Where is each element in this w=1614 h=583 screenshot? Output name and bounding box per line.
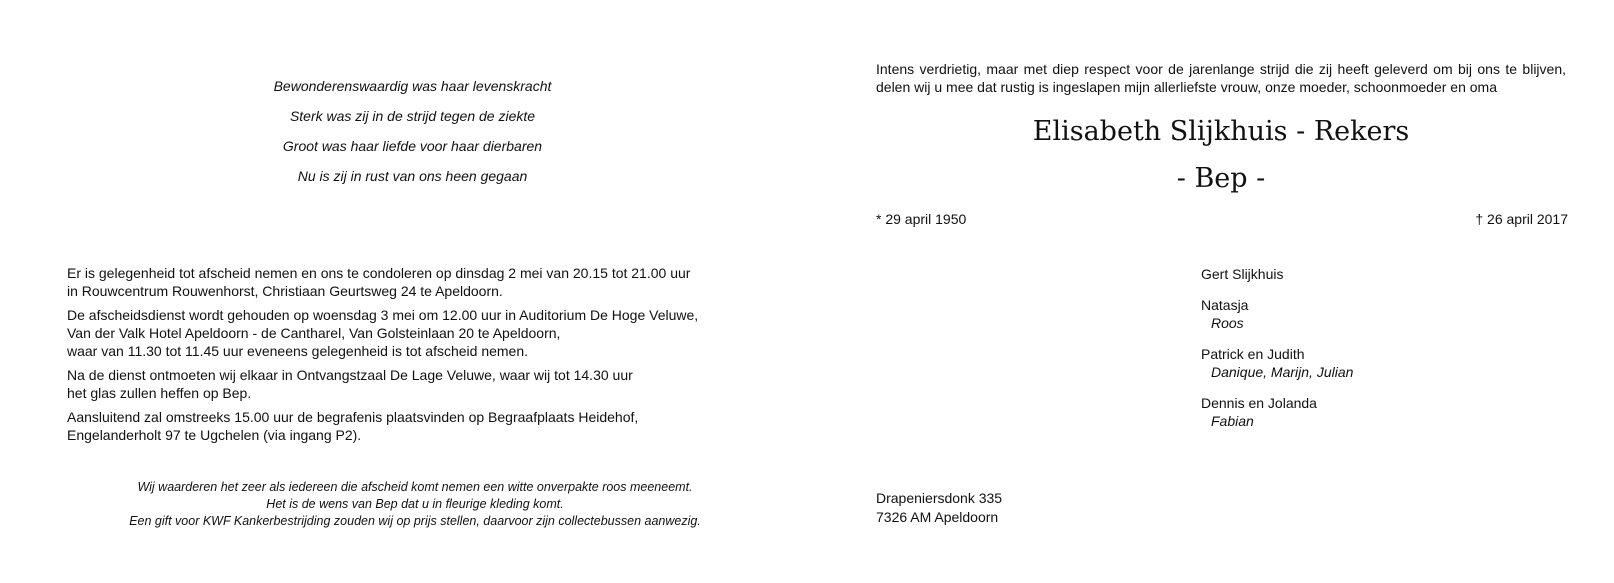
poem-line: Nu is zij in rust van ons heen gegaan	[297, 168, 528, 184]
address	[876, 489, 1002, 527]
wish-line: Wij waarderen het zeer als iedereen die afscheid komt nemen een witte onverpakte roos meeneemt.	[137, 480, 693, 494]
wish-line: Een gift voor KWF Kankerbestrijding zouden wij op prijs stellen, daarvoor zijn collectebussen aanwezig.	[129, 514, 701, 528]
family-member: Patrick en Judith Danique, Marijn, Julian	[1201, 346, 1354, 380]
address-street: Drapeniersdonk 335	[876, 490, 1003, 506]
family-list	[1201, 265, 1353, 443]
family-member: Natasja Roos	[1201, 297, 1249, 331]
death-date: † 26 april 2017	[1475, 211, 1568, 227]
reception-paragraph: Na de dienst ontmoeten wij elkaar in Ontvangstzaal De Lage Veluwe, waar wij tot 14.30 uur het glas zullen heffen op Bep.	[67, 367, 633, 401]
deceased-nickname: - Bep -	[1176, 163, 1266, 194]
deceased-name: Elisabeth Slijkhuis - Rekers	[1032, 116, 1410, 147]
poem	[150, 78, 675, 198]
poem-line: Sterk was zij in de strijd tegen de ziekte	[289, 108, 536, 124]
burial-paragraph: Aansluitend zal omstreeks 15.00 uur de begrafenis plaatsvinden op Begraafplaats Heidehof, Engelanderholt 97 te Ugchelen (via ingang P2).	[67, 409, 639, 443]
address-city: 7326 AM Apeldoorn	[876, 509, 999, 525]
family-member: Gert Slijkhuis	[1201, 266, 1284, 282]
poem-line: Groot was haar liefde voor haar dierbaren	[282, 138, 543, 154]
funeral-info	[67, 264, 747, 450]
poem-line: Bewonderenswaardig was haar levenskracht	[273, 78, 552, 94]
birth-date: * 29 april 1950	[876, 211, 967, 227]
family-member: Dennis en Jolanda Fabian	[1201, 395, 1317, 429]
wish-line: Het is de wens van Bep dat u in fleurige kleding komt.	[266, 497, 564, 511]
service-paragraph: De afscheidsdienst wordt gehouden op woensdag 3 mei om 12.00 uur in Auditorium De Hoge Veluwe, Van der Valk Hotel Apeldoorn - de Cantharel, Van Golsteinlaan 20 te Apeldoorn, waar van 11.30 tot 11.45 uur eveneens gelegenheid is tot afscheid nemen.	[67, 307, 699, 359]
wishes	[60, 479, 770, 530]
announcement-intro: Intens verdrietig, maar met diep respect voor de jarenlange strijd die zij heeft geleverd om bij ons te blijven, delen wij u mee dat rustig is ingeslapen mijn allerliefste vrouw, onze moeder, schoonmoeder en oma	[876, 61, 1566, 95]
condolence-paragraph: Er is gelegenheid tot afscheid nemen en ons te condoleren op dinsdag 2 mei van 20.15 tot 21.00 uur in Rouwcentrum Rouwenhorst, Christiaan Geurtsweg 24 te Apeldoorn.	[67, 265, 691, 299]
